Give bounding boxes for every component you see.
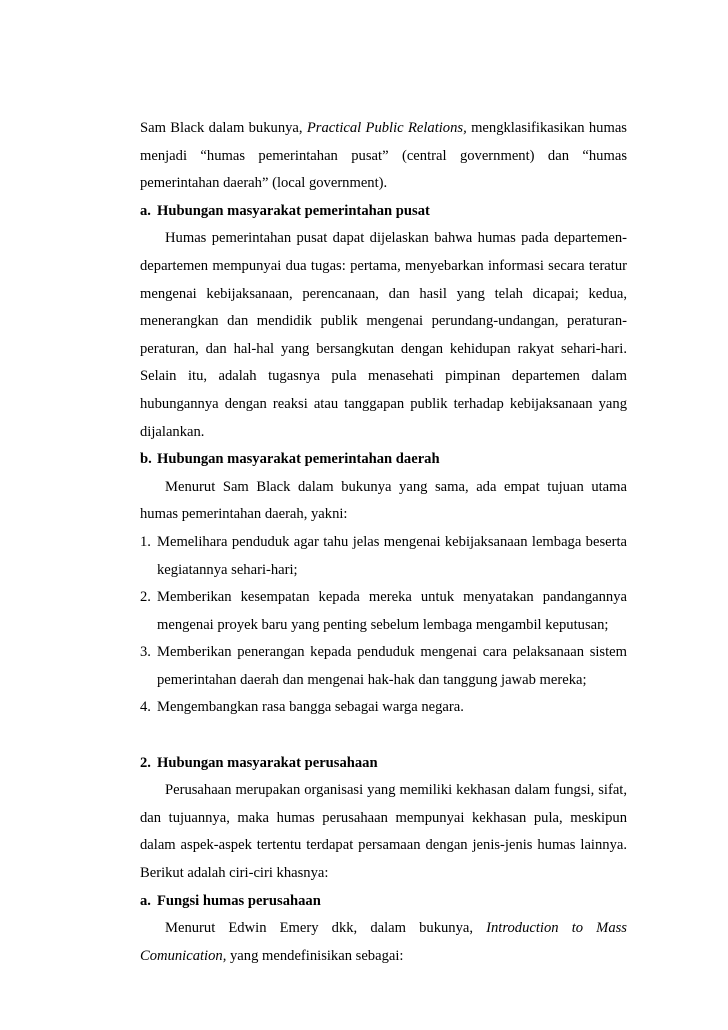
list-item (140, 694, 627, 722)
section-2-paragraph: Perusahaan merupakan organisasi yang memiliki kekhasan dalam fungsi, sifat, dan tujuannya, maka humas perusahaan mempunyai kekhasan pula, meskipun dalam aspek-aspek tertentu terdapat persamaan dengan jenis-jenis humas lainnya. Berikut adalah ciri-ciri khasnya: (140, 782, 627, 882)
intro-book-title: Practical Public Relations, (306, 120, 467, 136)
section-2a-paragraph (140, 915, 627, 970)
list-item-number: 4. (140, 699, 151, 716)
section-2a-text-start: Menurut Edwin Emery dkk, dalam bukunya, (165, 920, 487, 937)
list-item-text: Memberikan penerangan kepada penduduk mengenai cara pelaksanaan sistem pemerintahan daerah dan mengenai hak-hak dan tanggung jawab mereka; (157, 644, 627, 688)
list-item-text: Memberikan kesempatan kepada mereka untuk menyatakan pandangannya mengenai proyek baru yang penting sebelum lembaga mengambil keputusan; (157, 589, 627, 633)
section-2-heading (140, 750, 627, 778)
intro-paragraph (140, 115, 627, 198)
section-2a-book-title: Introduction to Mass Comunication, (140, 920, 627, 964)
section-2-number: 2. (140, 754, 151, 771)
section-a-heading (140, 198, 627, 226)
section-b-number: b. (140, 451, 152, 468)
section-a-paragraph: Humas pemerintahan pusat dapat dijelaskan bahwa humas pada departemen-departemen mempunyai dua tugas: pertama, menyebarkan informasi secara teratur mengenai kebijaksanaan, perencanaan, dan hasil yang telah dicapai; kedua, menerangkan dan mendidik publik mengenai perundang-undangan, peraturan-peraturan, dan hal-hal yang bersangkutan dengan kehidupan rakyat sehari-hari. Selain itu, adalah tugasnya pula menasehati pimpinan departemen dalam hubungannya dengan reaksi atau tanggapan publik terhadap kebijaksanaan yang dijalankan. (140, 230, 627, 440)
list-item-text: Memelihara penduduk agar tahu jelas mengenai kebijaksanaan lembaga beserta kegiatannya sehari-hari; (157, 533, 627, 578)
intro-text-start: Sam Black dalam bukunya, (140, 120, 307, 136)
list-item-number: 3. (140, 644, 151, 661)
section-2-title: Hubungan masyarakat perusahaan (157, 754, 378, 771)
section-b-heading (140, 446, 627, 474)
section-2a-number: a. (140, 892, 151, 909)
document-body (140, 115, 627, 970)
list-item-number: 2. (140, 589, 151, 606)
section-2a-text-end: yang mendefinisikan sebagai: (226, 947, 404, 964)
list-item-number: 1. (140, 533, 151, 550)
section-b-title: Hubungan masyarakat pemerintahan daerah (157, 451, 440, 468)
section-a-number: a. (140, 202, 151, 219)
section-a-title: Hubungan masyarakat pemerintahan pusat (157, 202, 430, 219)
section-2a-title: Fungsi humas perusahaan (157, 892, 321, 909)
section-2a-heading (140, 888, 627, 916)
intro-text-end: mengklasifikasikan humas menjadi “humas pemerintahan pusat” (central government) dan “humas pemerintahan daerah” (local government). (140, 120, 627, 192)
section-b-paragraph: Menurut Sam Black dalam bukunya yang sama, ada empat tujuan utama humas pemerintahan daerah, yakni: (140, 478, 627, 523)
section-spacer (140, 722, 627, 750)
list-item (140, 584, 627, 639)
list-item (140, 639, 627, 694)
list-item-text: Mengembangkan rasa bangga sebagai warga negara. (157, 699, 464, 716)
list-item (140, 529, 627, 584)
